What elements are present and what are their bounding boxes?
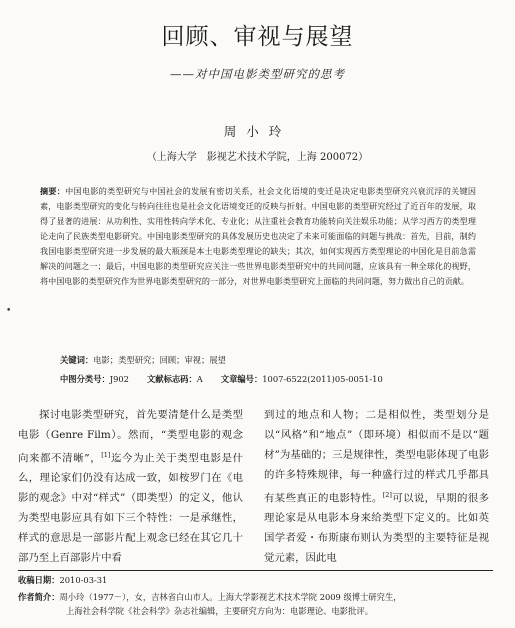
abstract-text: 中国电影的类型研究与中国社会的发展有密切关系，社会文化语境的变迁是决定电影类型研究兴衰沉浮的关键因素，电影类型研究的变化与转向往往也是社会文化语境变迁的反映与折射。中国电影的类型研究经过了近百年的发展，取得了显著的进展：从功利性、实用性转向学术化、专业化；从注重社会教育功能转向关注娱乐功能；从学习西方的类型理论走向了民族类型电影研究。中国电影类型研究的具体发展历史也决定了未来可能面临的问题与挑战：首先，目前，制约我国电影类型研究进一步发展的最大瓶颈是本土电影类型理论的缺失；其次，如何实现西方类型理论的中国化是目前急需解决的问题之一；最后，中国电影的类型研究应关注一些世界电影类型研究中的共同问题，应该具有一种全球化的视野，将中国电影的类型研究作为世界电影类型研究的一部分，对世界电影类型研究上面临的共同问题，努力做出自己的贡献。 [40,186,476,286]
body-left-text-2: 迄今为止关于类型电影是什么，理论家们仍没有达成一致，如桉罗门在《电影的观念》中对“样式”（即类型）的定义，他认为类型电影应具有如下三个特性：一是承继性，样式的意思是一部影片配上观念已经在其它几十部乃至上百部影片中看 [18,452,243,565]
classification-line [60,373,500,385]
doc-code-label: 文献标志码： [146,374,197,384]
clc-value: J902 [109,374,129,384]
citation-ref: [1] [101,451,111,459]
author-name: 周小玲 [223,124,292,139]
bio-line-1: 周小玲（1977－），女，吉林省白山市人。上海大学影视艺术技术学院 2009 级博士研究生， [59,592,402,602]
body-column-left [18,405,243,568]
body-left-text: 探讨电影类型研究，首先要清楚什么是类型电影（Genre Film）。然而，“类型电影的观念向来都不清晰”， [18,409,243,465]
received-label: 收稿日期： [18,575,60,585]
abstract [40,184,476,289]
article-number-value: 1007-6522(2011)05-0051-10 [262,374,383,384]
paper-title: 回顾、审视与展望 [161,24,354,50]
body-right-text-2: 可以说，早期的很多理论家是从电影本身来给类型下定义的。比如英国学者爱・布斯康布则认为类型的主要特征是视觉元素，因此电 [264,492,490,565]
paper-subtitle: ——对中国电影类型研究的思考 [170,67,345,81]
received-value: 2010-03-31 [59,575,108,585]
footnote-divider [18,570,493,571]
bio-line-2: 上海社会科学院《社会科学》杂志社编辑，主要研究方向为：电影理论、电影批评。 [66,606,373,616]
keywords-label: 关键词： [60,355,94,365]
doc-code-value: A [196,374,203,384]
body-column-right [264,405,489,568]
margin-dot: • [6,306,12,316]
abstract-label: 摘要： [40,186,66,196]
received-date [18,574,498,586]
author-affiliation: （上海大学 影视艺术技术学院，上海 200072） [146,152,369,163]
clc-label: 中图分类号： [60,374,110,384]
bio-label: 作者简介： [18,592,60,602]
article-number-label: 文章编号： [220,374,263,384]
keywords [60,354,490,366]
body-right-text: 到过的地点和人物；二是相似性，类型划分是以“风格”和“地点”（即环境）相似而不是以“题材”为基础的；三是规律性，类型电影体现了电影的许多特殊规律，每一种盛行过的样式几乎都具有某些真正的电影特性。 [264,409,489,505]
keywords-text: 电影；类型研究；回顾；审视；展望 [93,355,226,365]
author-bio [18,590,498,618]
citation-ref: [2] [382,491,392,499]
